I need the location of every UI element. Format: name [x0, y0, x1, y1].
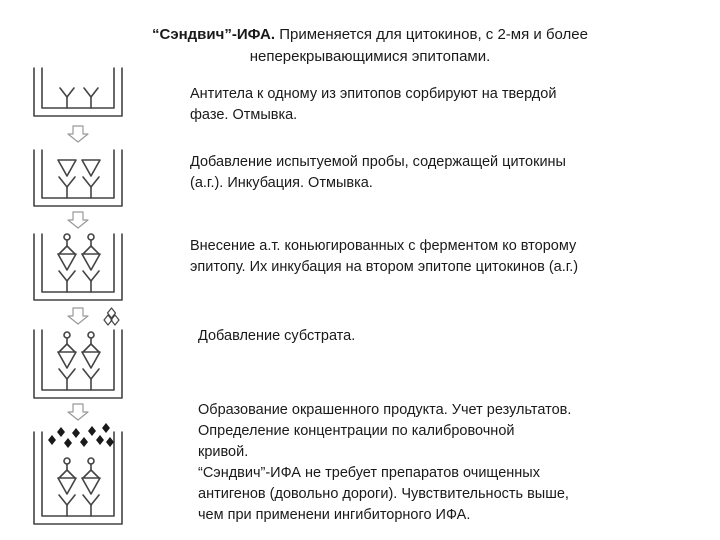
- well-1-outline: [34, 68, 122, 116]
- title-line2: неперекрывающимися эпитопами.: [249, 48, 491, 65]
- substrate-icon: [104, 308, 119, 325]
- sandwich-complex-3: [58, 332, 76, 390]
- down-arrow-icon: [68, 212, 88, 228]
- title-lead: “Сэндвич”-ИФА.: [151, 26, 276, 43]
- sandwich-complex-4: [82, 332, 100, 390]
- down-arrow-icon: [68, 126, 88, 142]
- well-5-inner: [42, 432, 114, 516]
- sandwich-complex-1: [58, 234, 76, 292]
- sandwich-complex-2: [82, 234, 100, 292]
- capture-antibody-with-antigen-2: [82, 160, 100, 198]
- sandwich-complex-5: [58, 458, 76, 516]
- well-2: [34, 150, 122, 206]
- down-arrow-icon: [68, 308, 88, 324]
- colored-product-icon: [48, 423, 114, 448]
- capture-antibody-with-antigen-1: [58, 160, 76, 198]
- down-arrow-icon: [68, 404, 88, 420]
- step-1-text: Антитела к одному из эпитопов сорбируют на твердой фазе. Отмывка.: [190, 86, 557, 123]
- capture-antibody-2: [84, 88, 98, 108]
- step-3-text: Внесение а.т. коньюгированных с ферментом ко второму эпитопу. Их инкубация на втором эпитопе цитокинов (а.г.): [190, 238, 579, 275]
- well-3: [34, 234, 122, 300]
- well-4-outline: [34, 330, 122, 398]
- well-1: [34, 68, 122, 116]
- step-5-text: Образование окрашенного продукта. Учет результатов. Определение концентрации по калибровочной кривой. “Сэндвич”-ИФА не требует препаратов очищенных антигенов (довольно дороги). Чувствительность выше, чем при применени ингибиторного ИФА.: [198, 402, 572, 523]
- well-4-inner: [42, 330, 114, 390]
- step-4-text: Добавление субстрата.: [198, 328, 356, 344]
- well-2-inner: [42, 150, 114, 198]
- well-3-outline: [34, 234, 122, 300]
- well-3-inner: [42, 234, 114, 292]
- title-rest: Применяется для цитокинов, с 2-мя и более: [275, 26, 588, 43]
- well-1-inner: [42, 68, 114, 108]
- capture-antibody-1: [60, 88, 74, 108]
- well-5-outline: [34, 432, 122, 524]
- well-4: [34, 330, 122, 398]
- well-5: [34, 423, 122, 524]
- sandwich-complex-6: [82, 458, 100, 516]
- step-2-text: Добавление испытуемой пробы, содержащей цитокины (а.г.). Инкубация. Отмывка.: [190, 154, 566, 191]
